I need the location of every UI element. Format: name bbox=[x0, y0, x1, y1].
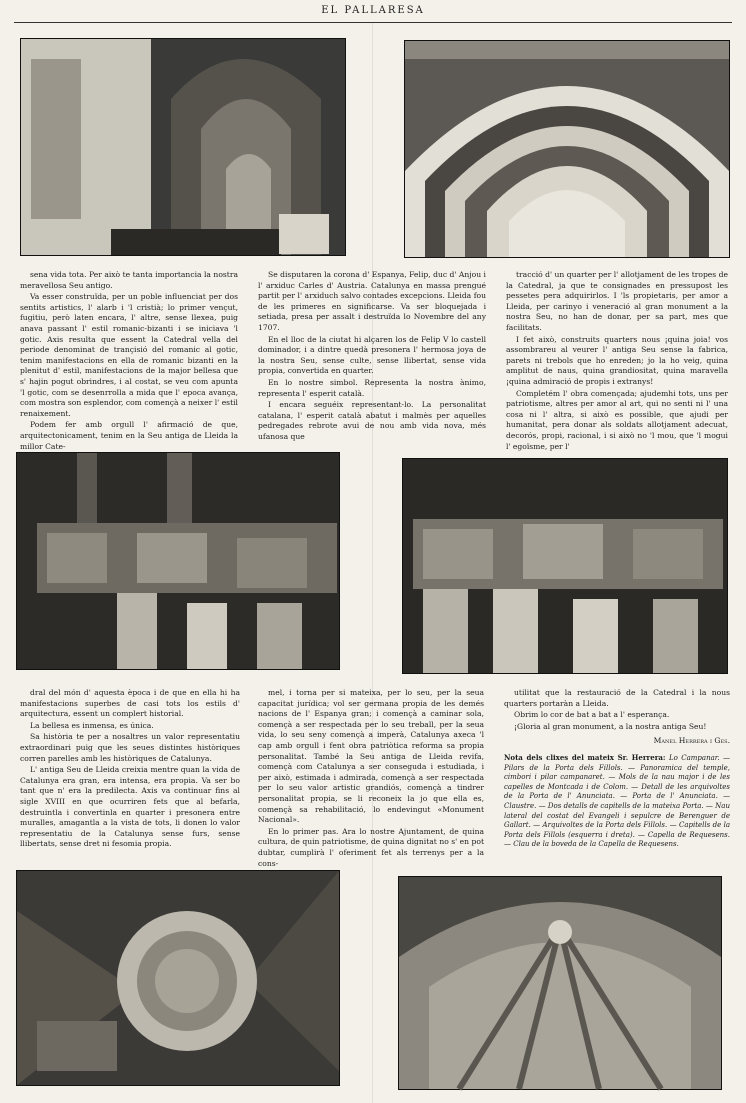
newspaper-header: EL PALLARESA bbox=[321, 5, 425, 16]
paragraph: tracció d' un quarter per l' allotjament de les tropes de la Catedral, ja que te consignades en pressupost les pessetes pera adquirirlos. I 'ls propietaris, per amor a Lleida, per carinyo i veneració al gran monument a la nostra Seu, no han de donar, per sa part, mes que facilitats. bbox=[506, 270, 728, 332]
paragraph: En lo nostre simbol. Representa la nostra ànimo, representa l' esperit català. bbox=[258, 377, 486, 398]
paragraph: I fet això, construits quarters nous ¡quina joia! vos assombrareu al veurer l' antiga Seu sense la fabrica, parets ni trebols que ho enreden; jo la ho veig, quina amplitut de naus, quina grandiositat, quina maravella ¡quina admiració de propis i extranys! bbox=[506, 334, 728, 386]
paragraph: sena vida tota. Per això te tanta importancia la nostra meravellosa Seu antigo. bbox=[20, 270, 238, 290]
note-title: Nota dels clixes del mateix Sr. Herrera: bbox=[504, 752, 666, 762]
paragraph: utilitat que la restauració de la Catedral i la nous quarters portaràn a Lleida. bbox=[504, 688, 730, 708]
page-fold bbox=[372, 22, 373, 1103]
paragraph: En lo primer pas. Ara lo nostre Ajuntament, de quina cultura, de quin patriotisme, de quina dignitat no s' en pot dubtar, cumplirà l' oferiment fet als terrenys per a la cons- bbox=[258, 826, 484, 868]
article-block1-col2 bbox=[258, 270, 486, 440]
paragraph: L' antiga Seu de Lleida creixia mentre quan la vida de Catalunya era gran, era intensa, era propia. Va ser bo tant que n' era la predilecta. Axis va continuar fins al sigle XVIII en que ocurriren fets que al befarla, destruintla i convertinla en quarter i presonera entre muralles, amagantla a la vista de tots, li donen lo valor representatiu de la Catalunya sense furs, sense llibertats, sense dret ni fesomia propia. bbox=[20, 765, 240, 849]
article-block1-col3 bbox=[506, 270, 728, 451]
paragraph: Obrim lo cor de bat a bat a l' esperança. bbox=[514, 710, 670, 720]
paragraph: Sa història te per a nosaltres un valor representatiu extraordinari puig que les seues distintes històriques corren parelles amb les històriques de Catalunya. bbox=[20, 732, 240, 763]
paragraph: ¡Gloria al gran monument, a la nostra antiga Seu! bbox=[514, 721, 707, 731]
photo-romanesque-portal-arch bbox=[404, 40, 730, 258]
header-rule bbox=[14, 22, 732, 23]
article-block2-col1 bbox=[20, 688, 240, 858]
author-signature: Manel Herrera i Ges. bbox=[653, 736, 730, 746]
paragraph: dral del món d' aquesta època i de que en ella hi ha manifestacions superbes de casi tots los estils d' arquitectura, essent un complert historial. bbox=[20, 688, 240, 719]
paragraph: I encara seguéix representant-lo. La personalitat catalana, l' esperit català abatut i malmès per aquelles pedregades rebrote avui de nou amb vida nova, més ufanosa que bbox=[258, 400, 486, 441]
photo-vault-chapel bbox=[398, 876, 722, 1090]
article-block2-col3 bbox=[504, 688, 730, 858]
note-text: Lo Campanar. — Pilars de la Porta dels Fillols. — Panoramica del temple, cimbori i pilar campanaret. — Mols de la nau major i de les capelles de Montcada i de Colom. — Detall de les arquivoltes de la Porta de l' Anunciata. — Porta de l' Anunciata. — Claustre. — Dos detalls de capitells de la mateixa Porta. — Nau lateral del costat del Evangeli i sepulcre de Berenguer de Gallart. — Arquivoltes de la Porta dels Fillols. — Capitells de la Porta dels Fillols (esquerra i dreta). — Capella de Requesens. — Clau de la boveda de la Capella de Requesens. bbox=[504, 753, 730, 849]
paragraph: La bellesa es inmensa, es única. bbox=[30, 720, 154, 730]
photo-capitals-left bbox=[16, 452, 340, 670]
photo-vault-keystone bbox=[16, 870, 340, 1086]
article-block2-col2 bbox=[258, 688, 484, 868]
paragraph: Se disputaren la corona d' Espanya, Felip, duc d' Anjou i l' arxiduc Carles d' Austria. Catalunya en massa prengué partit per l' arxiduch salvo contades excepcions. Lleida fou de les primeres en significarse. Va ser bloquejada i setiada, presa per assalt i destruïda lo Novembre del any 1707. bbox=[258, 270, 486, 332]
paragraph: Podem fer amb orgull l' afirmació de que, arquitectonicament, tenim en la Seu antiga de Lleida la millor Cate- bbox=[20, 420, 238, 451]
photo-cathedral-nave bbox=[20, 38, 346, 256]
photo-credits-note bbox=[504, 753, 730, 850]
paragraph: En el lloc de la ciutat hi alçaren los de Felip V lo castell dominador, i a dintre quedà presonera l' hermosa joya de la nostra Seu, sense culte, sense llibertat, sense vida propia, convertida en quarter. bbox=[258, 334, 486, 376]
paragraph: mel, i torna per si mateixa, per lo seu, per la seua capacitat jurídica; vol ser germana propia de les demés nacions de l' Espanya gran; i començà a caminar sola, començà a ser respectada per lo seu treball, per la seua vida, lo seu seny començà a imperà, Catalunya axeca 'l cap amb orgull i fent obra patriòtica reforma sa propia personalitat. També la Seu antiga de Lleida revifa, començà com Catalunya a ser conseguda i estudiada, i per això, estimada i admirada, començà a ser respectada per lo seu valor artistic grandiós, començà a tindrer personalitat propia, se li reconeix la jo que ella es, començà sa rehabilitació, lo endevingut «Monument Nacional». bbox=[258, 688, 484, 825]
article-block1-col1 bbox=[20, 270, 238, 451]
paragraph: Va esser construïda, per un poble influenciat per dos sentits artistics, l' alarb i 'l cristià; lo primer vençut, fugitiu, però laten encara, l' altre, sense llexea, puig anava passant l' estil romanic-bizanti i se iniciava 'l gotic. Axis resulta que essent la Catedral vella del periode denominat de trançisió del romanic al gotic, tenim manifestacions en ella de romanic bizanti en la plenitut d' estil, manifestacions de la major bellesa que s' hajin pogut obrindres, i al costat, se veu com apunta 'l gotic, com se desenrrolla a mida que l' epoca avança, com mostra son esplendor, com començà a neixer l' estil renaixement. bbox=[20, 292, 238, 418]
paragraph: Completém l' obra començada; ajudemhi tots, uns per patriotisme, altres per amor al art, qui no senti ni l' una cosa ni l' altra, si això es possible, que ajudi per humanitat, pera donar als soldats allotjament adecuat, decorós, propi, racional, i si això no 'l mou, que 'l mogui l' egoïsme, per l' bbox=[506, 388, 728, 451]
photo-capitals-right bbox=[402, 458, 728, 674]
